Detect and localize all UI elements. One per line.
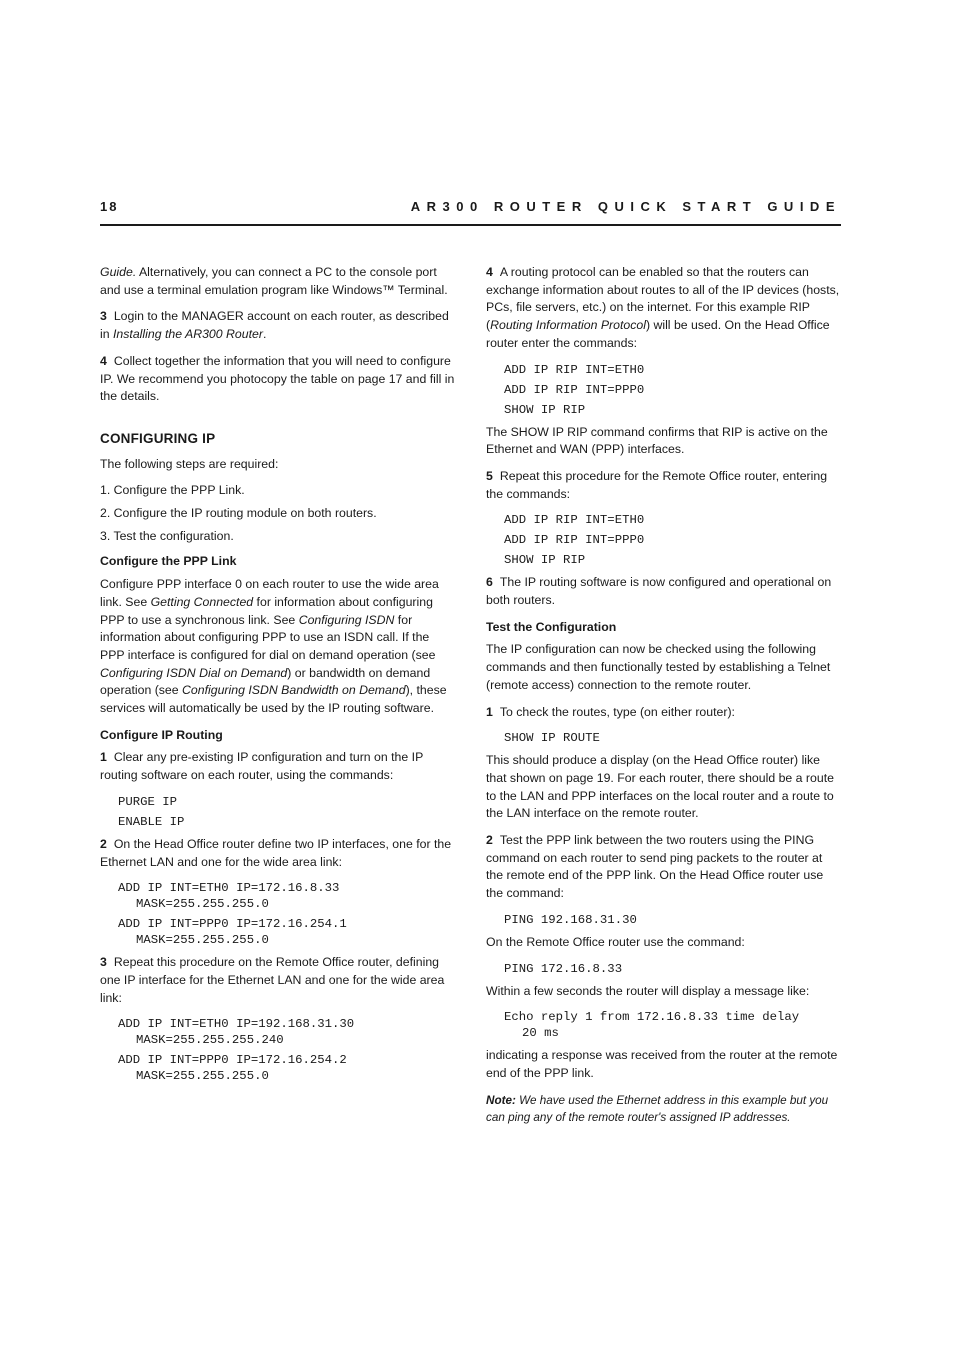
- within-paragraph: Within a few seconds the router will display a message like:: [486, 983, 810, 998]
- test-step-2: 2 Test the PPP link between the two routers using the PING command on each router to send ping packets to the router at the remote end of the PPP link. On the Head Office router use the command:: [486, 833, 824, 901]
- command-line: ADD IP INT=ETH0 IP=192.168.31.30 MASK=255.255.255.240: [118, 1017, 355, 1048]
- command-line: ADD IP RIP INT=PPP0: [504, 533, 645, 548]
- note: Note: We have used the Ethernet address in this example but you can ping any of the remote router's assigned IP addresses.: [486, 1093, 829, 1125]
- command-line: PURGE IP: [118, 794, 178, 809]
- running-header: [100, 199, 841, 217]
- section-title-configuring-ip: CONFIGURING IP: [100, 430, 216, 446]
- step-4-rip: 4 A routing protocol can be enabled so that the routers can exchange information about routes to all of the IP devices (hosts, PCs, file servers, etc.) on the internet. For this example RIP (Routing Information Protocol) will be used. On the Head Office router enter the commands:: [486, 265, 840, 350]
- subheading-test-configuration: Test the Configuration: [486, 619, 617, 634]
- code-block: [486, 512, 841, 568]
- command-output: Echo reply 1 from 172.16.8.33 time delay 20 ms: [504, 1010, 800, 1041]
- command-line: ENABLE IP: [118, 814, 185, 829]
- route-paragraph: This should produce a display (on the Head Office router) like that shown on page 19. For each router, there should be a route to the LAN and PPP interfaces on the local router and a route to the LAN interface on the remote router.: [486, 753, 834, 821]
- show-rip-paragraph: The SHOW IP RIP command confirms that RIP is active on the Ethernet and WAN (PPP) interfaces.: [486, 424, 828, 457]
- command-line: SHOW IP RIP: [504, 553, 586, 568]
- step-6: 6 The IP routing software is now configured and operational on both routers.: [486, 575, 832, 608]
- running-title: AR300 ROUTER QUICK START GUIDE: [410, 199, 841, 214]
- test-intro: The IP configuration can now be checked using the following commands and then functionally tested by establishing a Telnet (remote access) connection to the remote router.: [486, 642, 831, 692]
- step-5: 5 Repeat this procedure for the Remote Office router, entering the commands:: [486, 468, 828, 501]
- routing-step-1: 1 Clear any pre-existing IP configuration and turn on the IP routing software on each router, using the commands:: [100, 750, 424, 783]
- steps-required-text: The following steps are required:: [100, 456, 279, 471]
- command-line: ADD IP INT=PPP0 IP=172.16.254.2 MASK=255.255.255.0: [118, 1053, 347, 1084]
- code-block: [100, 880, 455, 948]
- remote-use-paragraph: On the Remote Office router use the command:: [486, 934, 745, 949]
- header-rule: [100, 224, 841, 226]
- subheading-ip-routing: Configure IP Routing: [100, 727, 223, 742]
- page-number: 18: [100, 199, 119, 214]
- list-item: 2. Configure the IP routing module on both routers.: [100, 506, 377, 521]
- step-3: 3 Login to the MANAGER account on each router, as described in Installing the AR300 Router.: [100, 309, 449, 342]
- left-column: [100, 264, 455, 1090]
- command-line: ADD IP INT=ETH0 IP=172.16.8.33 MASK=255.255.255.0: [118, 881, 340, 912]
- routing-step-3: 3 Repeat this procedure on the Remote Office router, defining one IP interface for the Ethernet LAN and one for the wide area link:: [100, 955, 445, 1005]
- code-block: [486, 912, 841, 928]
- intro-paragraph: Guide. Alternatively, you can connect a PC to the console port and use a terminal emulation program like Windows™ Terminal.: [100, 265, 448, 297]
- code-block: [486, 1009, 841, 1041]
- code-block: [486, 730, 841, 746]
- code-block: [486, 362, 841, 418]
- subheading-ppp-link: Configure the PPP Link: [100, 554, 237, 569]
- routing-step-2: 2 On the Head Office router define two IP interfaces, one for the Ethernet LAN and one for the wide area link:: [100, 836, 452, 869]
- command-line: PING 172.16.8.33: [504, 961, 623, 976]
- code-block: [100, 794, 455, 830]
- code-block: [100, 1016, 455, 1084]
- ppp-paragraph: Configure PPP interface 0 on each router to use the wide area link. See Getting Connected for information about configuring PPP to use a synchronous link. See Configuring ISDN for information about configuring PPP to use an ISDN call. If the PPP interface is configured for dial on demand operation (see Configuring ISDN Dial on Demand) or bandwidth on demand operation (see Configuring ISDN Bandwidth on Demand), these services will automatically be used by the IP routing software.: [100, 577, 447, 716]
- indicating-paragraph: indicating a response was received from the router at the remote end of the PPP link.: [486, 1048, 838, 1080]
- step-4: 4 Collect together the information that you will need to configure IP. We recommend you photocopy the table on page 17 and fill in the details.: [100, 353, 455, 404]
- right-column: [486, 264, 841, 1136]
- command-line: SHOW IP RIP: [504, 402, 586, 417]
- command-line: PING 192.168.31.30: [504, 912, 637, 927]
- list-item: 3. Test the configuration.: [100, 528, 234, 543]
- code-block: [486, 961, 841, 977]
- test-step-1: 1 To check the routes, type (on either router):: [486, 704, 735, 719]
- command-line: ADD IP RIP INT=PPP0: [504, 382, 645, 397]
- command-line: ADD IP RIP INT=ETH0: [504, 513, 645, 528]
- command-line: ADD IP RIP INT=ETH0: [504, 362, 645, 377]
- steps-list: [100, 482, 455, 545]
- command-line: SHOW IP ROUTE: [504, 731, 600, 746]
- command-line: ADD IP INT=PPP0 IP=172.16.254.1 MASK=255.255.255.0: [118, 917, 347, 948]
- list-item: 1. Configure the PPP Link.: [100, 483, 245, 498]
